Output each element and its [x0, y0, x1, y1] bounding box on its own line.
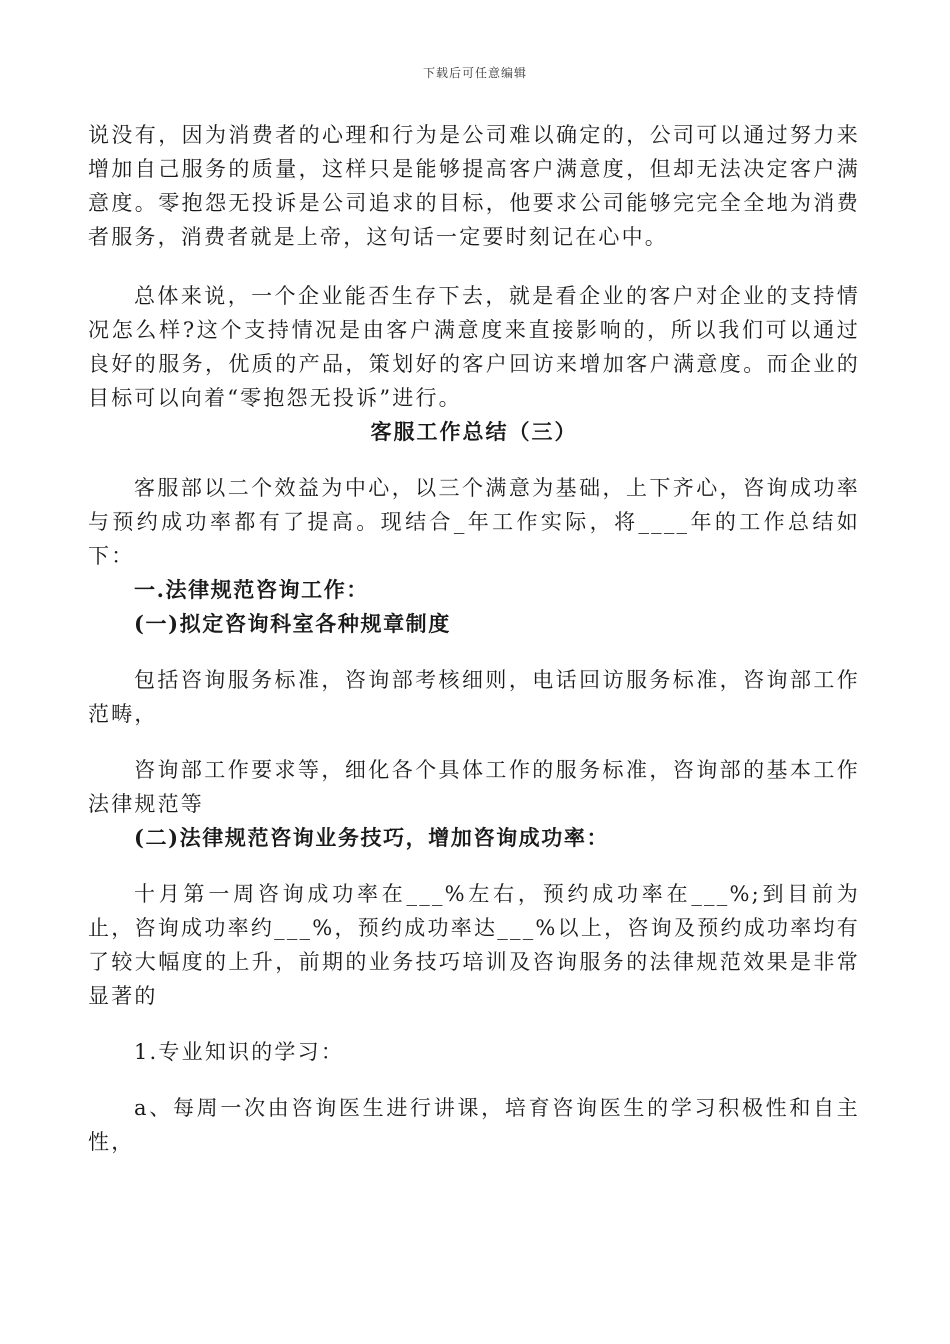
paragraph-success-rates: 十月第一周咨询成功率在___%左右，预约成功率在___%;到目前为止，咨询成功率约___%，预约成功率达___%以上，咨询及预约成功率均有了较大幅度的上升，前期的业务技巧培训及咨询服务的法律规范效果是非常显著的	[88, 882, 860, 1008]
section-title: 客服工作总结（三）	[370, 419, 578, 444]
paragraph-knowledge-learning: 1.专业知识的学习：	[134, 1040, 345, 1064]
paragraph-intro-continued: 说没有，因为消费者的心理和行为是公司难以确定的，公司可以通过努力来增加自己服务的质量，这样只是能够提高客户满意度，但却无法决定客户满意度。零抱怨无投诉是公司追求的目标，他要求公司能够完完全全地为消费者服务，消费者就是上帝，这句话一定要时刻记在心中。	[88, 123, 860, 249]
paragraph-overview: 客服部以二个效益为中心，以三个满意为基础，上下齐心，咨询成功率与预约成功率都有了提高。现结合_年工作实际，将____年的工作总结如下：	[88, 476, 860, 568]
page-header-note: 下载后可任意编辑	[422, 66, 527, 80]
paragraph-requirements: 咨询部工作要求等，细化各个具体工作的服务标准，咨询部的基本工作法律规范等	[88, 758, 860, 816]
heading-rules-drafting: (一)拟定咨询科室各种规章制度	[134, 611, 451, 636]
document-body	[88, 118, 860, 1159]
heading-consulting-skills: (二)法律规范咨询业务技巧，增加咨询成功率：	[134, 825, 610, 850]
paragraph-standards: 包括咨询服务标准，咨询部考核细则，电话回访服务标准，咨询部工作范畴，	[88, 668, 860, 726]
paragraph-weekly-lecture: a、每周一次由咨询医生进行讲课，培育咨询医生的学习积极性和自主性，	[88, 1096, 860, 1154]
heading-legal-consulting: 一.法律规范咨询工作：	[134, 577, 369, 602]
paragraph-summary: 总体来说，一个企业能否生存下去，就是看企业的客户对企业的支持情况怎么样?这个支持情况是由客户满意度来直接影响的，所以我们可以通过良好的服务，优质的产品，策划好的客户回访来增加客户满意度。而企业的目标可以向着“零抱怨无投诉”进行。	[88, 284, 860, 410]
